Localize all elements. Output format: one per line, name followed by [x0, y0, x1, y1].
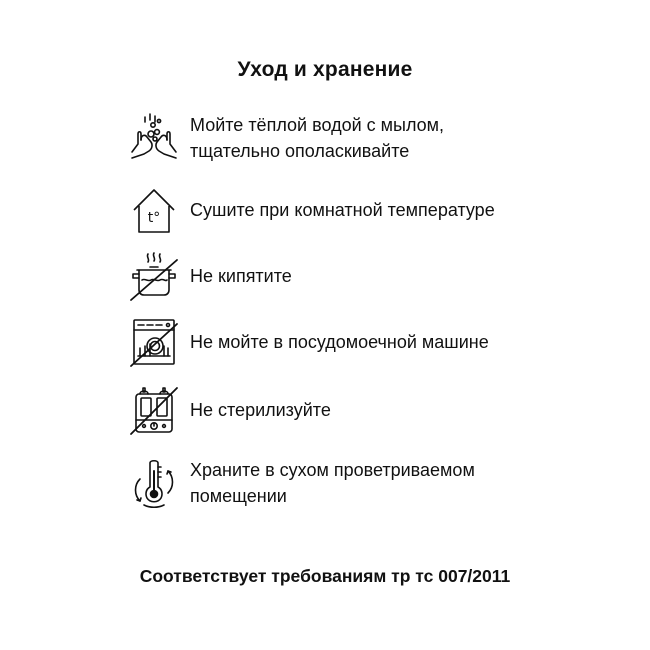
care-item-dry	[126, 182, 606, 238]
care-item-no-sterilize	[126, 382, 606, 438]
care-item-no-dishwasher	[126, 314, 606, 370]
care-item-label	[190, 112, 444, 164]
label-line: Не кипятите	[190, 266, 292, 286]
no-boil-pot-icon	[126, 248, 182, 304]
label-line: Не мойте в посудомоечной машине	[190, 332, 489, 352]
hand-wash-icon	[126, 110, 182, 166]
label-line: Мойте тёплой водой с мылом,	[190, 115, 445, 135]
no-sterilizer-icon	[126, 382, 182, 438]
label-line: Не стерилизуйте	[190, 400, 331, 420]
care-item-label	[190, 197, 495, 223]
house-temperature-icon	[126, 182, 182, 238]
care-item-label	[190, 397, 331, 423]
temperature-symbol: t°	[147, 210, 161, 226]
care-item-label	[190, 263, 292, 289]
label-line: Храните в сухом проветриваемом	[190, 460, 475, 480]
care-item-storage	[126, 455, 606, 511]
dry-storage-thermometer-icon	[126, 455, 182, 511]
page-title: Уход и хранение	[237, 58, 413, 81]
care-item-wash	[126, 110, 606, 166]
care-item-no-boil	[126, 248, 606, 304]
label-line: помещении	[190, 486, 287, 506]
care-item-label	[190, 329, 489, 355]
label-line: тщательно ополаскивайте	[190, 141, 410, 161]
care-item-label	[190, 457, 475, 509]
label-line: Сушите при комнатной температуре	[190, 200, 495, 220]
no-dishwasher-icon	[126, 314, 182, 370]
compliance-note: Соответствует требованиям тр тс 007/2011	[139, 566, 511, 586]
